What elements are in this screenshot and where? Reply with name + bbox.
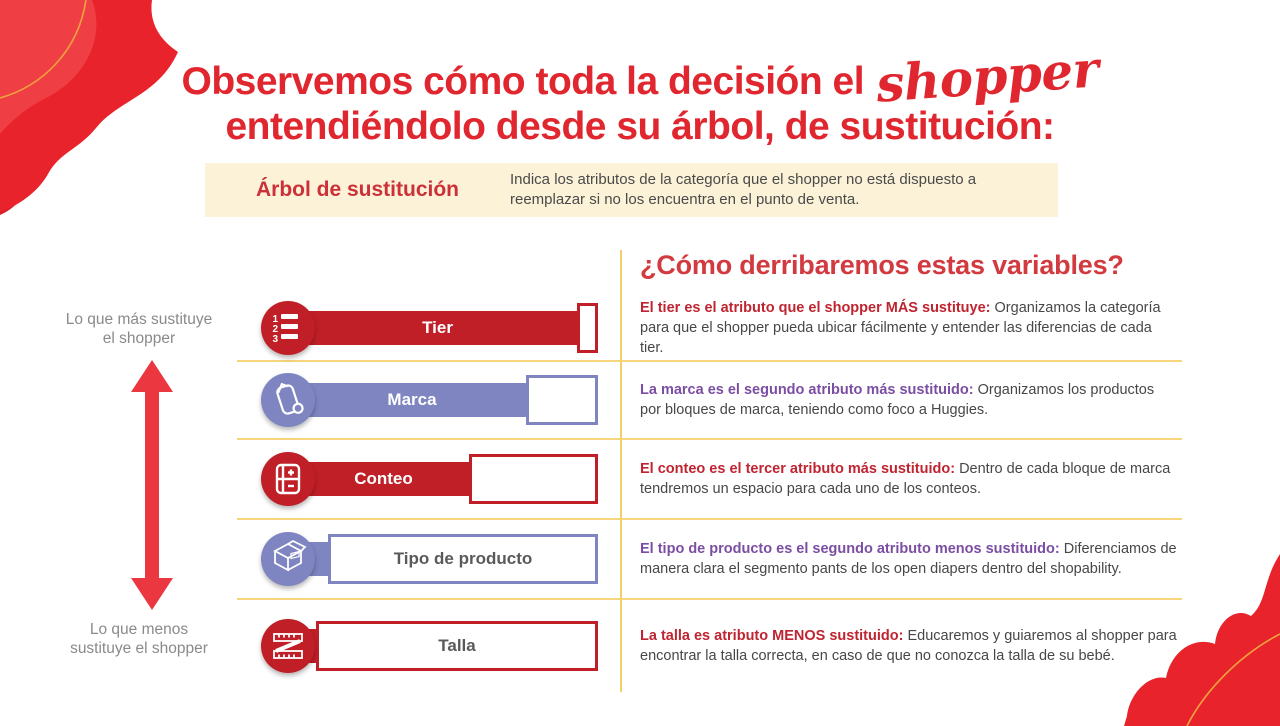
marca-bar-label: Marca (387, 390, 437, 409)
conteo-lead-text: El conteo es el tercer atributo más sustituido: (640, 461, 956, 477)
right-column-heading (620, 250, 1182, 296)
svg-text:1: 1 (272, 314, 278, 325)
title-script-word: shopper (874, 39, 1101, 114)
definition-term: Árbol de sustitución (255, 178, 459, 201)
heading-spacer (237, 250, 620, 296)
definition-description: Indica los atributos de la categoría que el shopper no está dispuesto a reemplazar si no los encuentra en el punto de venta. (510, 170, 977, 208)
tier-bar-label: Tier (422, 318, 453, 337)
talla-bar-track (298, 621, 598, 671)
tipo-bar-track (298, 534, 598, 584)
marca-lead-text: La marca es el segundo atributo más sustituido: (640, 382, 974, 398)
title-line1: Observemos cómo toda la decisión el (181, 60, 865, 103)
tipo-bar-label: Tipo de producto (393, 549, 533, 568)
title-line2: entendiéndolo desde su árbol, de sustitución: (225, 105, 1055, 148)
svg-text:3: 3 (272, 334, 278, 345)
marca-bar-remainder (526, 375, 598, 425)
definition-banner (205, 163, 1058, 217)
conteo-bar-remainder (469, 454, 598, 504)
attribute-bar-conteo (237, 440, 620, 520)
svg-text:2: 2 (272, 324, 278, 335)
tipo-body-text: Diferenciamos de manera clara el segmento pants de los open diapers dentro del shopability. (640, 541, 1177, 577)
explanation-tipo-de-producto (620, 520, 1182, 600)
tier-lead-text: El tier es el atributo que el shopper MÁS sustituye: (640, 300, 991, 316)
measuring-tape-icon (261, 619, 315, 673)
marca-bar-track (298, 375, 598, 425)
explanation-tier (620, 296, 1182, 362)
conteo-bar-label: Conteo (354, 469, 413, 488)
talla-icon-circle (261, 619, 315, 673)
attribute-bar-marca (237, 362, 620, 440)
conteo-body-text: Dentro de cada bloque de marca tendremos un espacio para cada uno de los conteos. (640, 461, 1171, 497)
package-box-icon (261, 532, 315, 586)
attribute-bar-talla (237, 600, 620, 692)
talla-body-text: Educaremos y guiaremos al shopper para encontrar la talla correcta, en caso de que no conozca la talla de su bebé. (640, 628, 1177, 664)
tipo-icon-circle (261, 532, 315, 586)
explanation-talla (620, 600, 1182, 692)
axis-label-most-substituted: Lo que más sustituye el shopper (65, 311, 213, 348)
tier-body-text: Organizamos la categoría para que el shopper pueda ubicar fácilmente y entender las diferencias de cada tier. (640, 300, 1161, 356)
talla-bar-label: Talla (438, 636, 476, 655)
conteo-bar-track (298, 454, 598, 504)
tier-bar-remainder (577, 303, 598, 353)
explanation-marca (620, 362, 1182, 440)
marca-body-text: Organizamos los productos por bloques de marca, teniendo como foco a Huggies. (640, 382, 1155, 418)
substitution-tree (237, 250, 1182, 692)
attribute-bar-tier (237, 296, 620, 362)
talla-lead-text: La talla es atributo MENOS sustituido: (640, 628, 904, 644)
substitution-axis-arrow (128, 360, 176, 610)
page-title (0, 39, 1280, 149)
tipo-lead-text: El tipo de producto es el segundo atributo menos sustituido: (640, 541, 1060, 557)
axis-label-least-substituted: Lo que menos sustituye el shopper (70, 621, 208, 658)
tier-bar-track (298, 303, 598, 353)
explanation-conteo (620, 440, 1182, 520)
variables-heading: ¿Cómo derribaremos estas variables? (640, 250, 1124, 280)
attribute-bar-tipo-de-producto (237, 520, 620, 600)
